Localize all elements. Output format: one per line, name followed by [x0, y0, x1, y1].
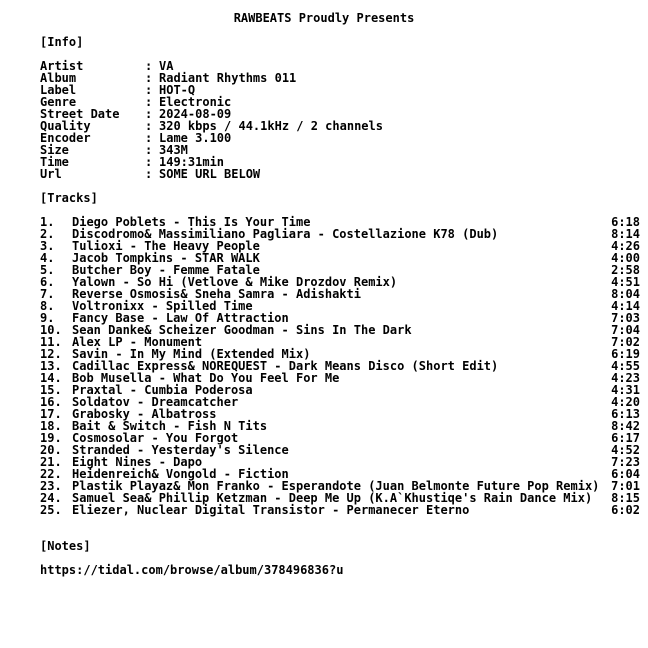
- track-title: Samuel Sea& Phillip Ketzman - Deep Me Up (K.A`Khustiqe's Rain Dance Mix): [72, 491, 593, 505]
- track-number: 13.: [40, 359, 62, 373]
- track-duration: 6:02: [611, 503, 640, 517]
- info-key: Street Date: [40, 107, 120, 121]
- track-title: Bob Musella - What Do You Feel For Me: [72, 371, 340, 385]
- track-number: 5.: [40, 263, 55, 277]
- track-number: 16.: [40, 395, 62, 409]
- track-duration: 8:04: [611, 287, 640, 301]
- info-separator: :: [145, 143, 153, 157]
- info-row: [40, 120, 640, 132]
- info-value: Lame 3.100: [159, 131, 232, 145]
- track-duration: 8:42: [611, 419, 640, 433]
- info-row: [40, 144, 640, 156]
- track-title: Diego Poblets - This Is Your Time: [72, 215, 311, 229]
- info-separator: :: [145, 107, 153, 121]
- blank-line: [40, 528, 640, 540]
- track-title: Alex LP - Monument: [72, 335, 203, 349]
- track-duration: 4:51: [611, 275, 640, 289]
- info-key: Time: [40, 155, 69, 169]
- track-duration: 6:13: [611, 407, 640, 421]
- info-key: Encoder: [40, 131, 91, 145]
- track-row: [40, 504, 640, 516]
- blank-line: [40, 516, 640, 528]
- nfo-document: [40, 12, 640, 576]
- track-title: Praxtal - Cumbia Poderosa: [72, 383, 253, 397]
- track-number: 14.: [40, 371, 62, 385]
- track-title: Tulioxi - The Heavy People: [72, 239, 260, 253]
- info-value: Radiant Rhythms 011: [159, 71, 297, 85]
- track-title: Stranded - Yesterday's Silence: [72, 443, 289, 457]
- info-separator: :: [145, 119, 153, 133]
- track-duration: 7:02: [611, 335, 640, 349]
- notes-url: https://tidal.com/browse/album/378496836?u: [40, 563, 344, 577]
- info-separator: :: [145, 59, 153, 73]
- track-number: 15.: [40, 383, 62, 397]
- track-duration: 2:58: [611, 263, 640, 277]
- track-number: 17.: [40, 407, 62, 421]
- track-title: Eliezer, Nuclear Digital Transistor - Permanecer Eterno: [72, 503, 470, 517]
- info-row: [40, 156, 640, 168]
- track-number: 7.: [40, 287, 55, 301]
- track-duration: 7:01: [611, 479, 640, 493]
- track-number: 3.: [40, 239, 55, 253]
- track-list: [40, 216, 640, 516]
- track-duration: 4:20: [611, 395, 640, 409]
- track-title: Plastik Playaz& Mon Franko - Esperandote (Juan Belmonte Future Pop Remix): [72, 479, 600, 493]
- track-number: 23.: [40, 479, 62, 493]
- track-title: Discodromo& Massimiliano Pagliara - Costellazione K78 (Dub): [72, 227, 499, 241]
- track-title: Bait & Switch - Fish N Tits: [72, 419, 268, 433]
- info-separator: :: [145, 131, 153, 145]
- track-duration: 8:15: [611, 491, 640, 505]
- info-value: HOT-Q: [159, 83, 196, 97]
- info-row: [40, 132, 640, 144]
- track-duration: 4:52: [611, 443, 640, 457]
- track-title: Eight Nines - Dapo: [72, 455, 203, 469]
- track-number: 8.: [40, 299, 55, 313]
- info-key: Size: [40, 143, 69, 157]
- notes-section-header: [Notes]: [40, 539, 91, 553]
- info-value: Electronic: [159, 95, 232, 109]
- info-separator: :: [145, 167, 153, 181]
- info-row: [40, 96, 640, 108]
- track-title: Heidenreich& Vongold - Fiction: [72, 467, 289, 481]
- track-number: 12.: [40, 347, 62, 361]
- track-number: 6.: [40, 275, 55, 289]
- track-number: 25.: [40, 503, 62, 517]
- track-title: Sean Danke& Scheizer Goodman - Sins In The Dark: [72, 323, 412, 337]
- track-duration: 4:26: [611, 239, 640, 253]
- track-duration: 7:03: [611, 311, 640, 325]
- blank-line: [40, 180, 640, 192]
- track-number: 1.: [40, 215, 55, 229]
- track-title: Cosmosolar - You Forgot: [72, 431, 239, 445]
- info-key: Artist: [40, 59, 84, 73]
- track-duration: 6:17: [611, 431, 640, 445]
- info-value: SOME URL BELOW: [159, 167, 261, 181]
- track-number: 2.: [40, 227, 55, 241]
- info-key: Quality: [40, 119, 91, 133]
- track-title: Reverse Osmosis& Sneha Samra - Adishakti: [72, 287, 361, 301]
- track-number: 20.: [40, 443, 62, 457]
- track-title: Yalown - So Hi (Vetlove & Mike Drozdov Remix): [72, 275, 398, 289]
- track-duration: 6:19: [611, 347, 640, 361]
- info-row: [40, 168, 640, 180]
- track-duration: 4:14: [611, 299, 640, 313]
- info-value: 2024-08-09: [159, 107, 232, 121]
- track-number: 18.: [40, 419, 62, 433]
- track-title: Cadillac Express& NOREQUEST - Dark Means Disco (Short Edit): [72, 359, 499, 373]
- info-key: Genre: [40, 95, 77, 109]
- track-title: Voltronixx - Spilled Time: [72, 299, 253, 313]
- info-key: Label: [40, 83, 77, 97]
- track-number: 21.: [40, 455, 62, 469]
- info-separator: :: [145, 71, 153, 85]
- info-separator: :: [145, 95, 153, 109]
- track-number: 24.: [40, 491, 62, 505]
- track-title: Savin - In My Mind (Extended Mix): [72, 347, 311, 361]
- track-duration: 7:04: [611, 323, 640, 337]
- track-number: 9.: [40, 311, 55, 325]
- track-number: 10.: [40, 323, 62, 337]
- info-list: [40, 60, 640, 180]
- info-key: Url: [40, 167, 62, 181]
- info-key: Album: [40, 71, 77, 85]
- track-duration: 4:31: [611, 383, 640, 397]
- info-value: 343M: [159, 143, 188, 157]
- info-row: [40, 72, 640, 84]
- release-title: RAWBEATS Proudly Presents: [233, 11, 415, 25]
- info-separator: :: [145, 83, 153, 97]
- track-title: Butcher Boy - Femme Fatale: [72, 263, 260, 277]
- track-number: 19.: [40, 431, 62, 445]
- track-duration: 8:14: [611, 227, 640, 241]
- blank-line: [40, 48, 640, 60]
- track-duration: 4:23: [611, 371, 640, 385]
- track-title: Jacob Tompkins - STAR WALK: [72, 251, 260, 265]
- track-duration: 6:04: [611, 467, 640, 481]
- info-row: [40, 60, 640, 72]
- track-title: Grabosky - Albatross: [72, 407, 217, 421]
- track-duration: 4:55: [611, 359, 640, 373]
- track-number: 22.: [40, 467, 62, 481]
- track-duration: 4:00: [611, 251, 640, 265]
- info-section-header: [Info]: [40, 35, 84, 49]
- info-separator: :: [145, 155, 153, 169]
- track-duration: 7:23: [611, 455, 640, 469]
- track-number: 4.: [40, 251, 55, 265]
- info-value: 149:31min: [159, 155, 225, 169]
- track-duration: 6:18: [611, 215, 640, 229]
- track-title: Fancy Base - Law Of Attraction: [72, 311, 289, 325]
- tracks-section-header: [Tracks]: [40, 191, 98, 205]
- info-row: [40, 84, 640, 96]
- info-value: VA: [159, 59, 174, 73]
- track-title: Soldatov - Dreamcatcher: [72, 395, 239, 409]
- info-value: 320 kbps / 44.1kHz / 2 channels: [159, 119, 383, 133]
- track-number: 11.: [40, 335, 62, 349]
